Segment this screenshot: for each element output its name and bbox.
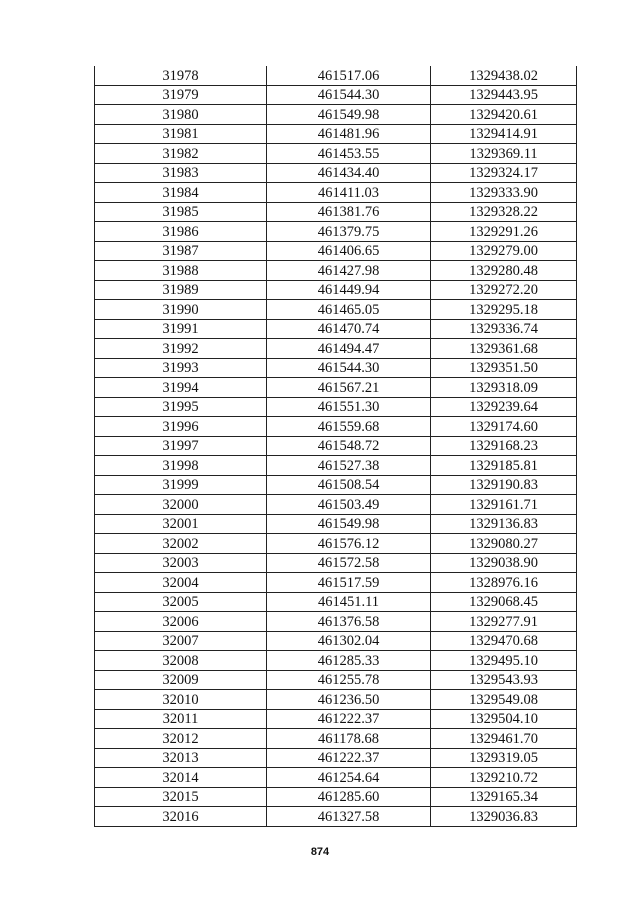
table-row	[95, 261, 577, 281]
x-coordinate-cell: 461302.04	[267, 631, 431, 651]
x-coordinate-cell: 461465.05	[267, 300, 431, 320]
x-coordinate-cell: 461254.64	[267, 768, 431, 788]
table-row	[95, 495, 577, 515]
y-coordinate-cell: 1329414.91	[431, 124, 577, 144]
point-id-cell: 31987	[95, 241, 267, 261]
table-row	[95, 280, 577, 300]
table-row	[95, 222, 577, 242]
y-coordinate-cell: 1329361.68	[431, 339, 577, 359]
coordinates-table	[94, 66, 577, 827]
y-coordinate-cell: 1329161.71	[431, 495, 577, 515]
x-coordinate-cell: 461559.68	[267, 417, 431, 437]
y-coordinate-cell: 1329319.05	[431, 748, 577, 768]
table-row	[95, 85, 577, 105]
y-coordinate-cell: 1329038.90	[431, 553, 577, 573]
table-row	[95, 670, 577, 690]
y-coordinate-cell: 1329328.22	[431, 202, 577, 222]
point-id-cell: 31983	[95, 163, 267, 183]
table-row	[95, 514, 577, 534]
point-id-cell: 32012	[95, 729, 267, 749]
y-coordinate-cell: 1329324.17	[431, 163, 577, 183]
x-coordinate-cell: 461178.68	[267, 729, 431, 749]
point-id-cell: 32013	[95, 748, 267, 768]
x-coordinate-cell: 461544.30	[267, 85, 431, 105]
y-coordinate-cell: 1329549.08	[431, 690, 577, 710]
point-id-cell: 32010	[95, 690, 267, 710]
y-coordinate-cell: 1329351.50	[431, 358, 577, 378]
table-row	[95, 612, 577, 632]
point-id-cell: 32006	[95, 612, 267, 632]
table-row	[95, 163, 577, 183]
x-coordinate-cell: 461508.54	[267, 475, 431, 495]
point-id-cell: 31992	[95, 339, 267, 359]
point-id-cell: 31986	[95, 222, 267, 242]
x-coordinate-cell: 461551.30	[267, 397, 431, 417]
y-coordinate-cell: 1329080.27	[431, 534, 577, 554]
y-coordinate-cell: 1329280.48	[431, 261, 577, 281]
point-id-cell: 31994	[95, 378, 267, 398]
point-id-cell: 32004	[95, 573, 267, 593]
table-row	[95, 397, 577, 417]
table-row	[95, 690, 577, 710]
y-coordinate-cell: 1329272.20	[431, 280, 577, 300]
x-coordinate-cell: 461285.33	[267, 651, 431, 671]
table-row	[95, 807, 577, 827]
point-id-cell: 31991	[95, 319, 267, 339]
point-id-cell: 32000	[95, 495, 267, 515]
table-row	[95, 66, 577, 85]
point-id-cell: 31999	[95, 475, 267, 495]
y-coordinate-cell: 1329543.93	[431, 670, 577, 690]
table-row	[95, 553, 577, 573]
table-row	[95, 768, 577, 788]
y-coordinate-cell: 1329174.60	[431, 417, 577, 437]
table-row	[95, 787, 577, 807]
table-row	[95, 709, 577, 729]
y-coordinate-cell: 1329504.10	[431, 709, 577, 729]
x-coordinate-cell: 461285.60	[267, 787, 431, 807]
table-row	[95, 631, 577, 651]
x-coordinate-cell: 461381.76	[267, 202, 431, 222]
x-coordinate-cell: 461470.74	[267, 319, 431, 339]
y-coordinate-cell: 1329291.26	[431, 222, 577, 242]
point-id-cell: 31981	[95, 124, 267, 144]
y-coordinate-cell: 1329279.00	[431, 241, 577, 261]
y-coordinate-cell: 1329443.95	[431, 85, 577, 105]
x-coordinate-cell: 461517.06	[267, 66, 431, 85]
x-coordinate-cell: 461222.37	[267, 748, 431, 768]
y-coordinate-cell: 1329461.70	[431, 729, 577, 749]
coordinates-table-container	[94, 66, 576, 827]
point-id-cell: 32011	[95, 709, 267, 729]
table-row	[95, 573, 577, 593]
point-id-cell: 31984	[95, 183, 267, 203]
table-row	[95, 144, 577, 164]
point-id-cell: 31990	[95, 300, 267, 320]
point-id-cell: 31988	[95, 261, 267, 281]
table-row	[95, 319, 577, 339]
y-coordinate-cell: 1329318.09	[431, 378, 577, 398]
point-id-cell: 32002	[95, 534, 267, 554]
x-coordinate-cell: 461527.38	[267, 456, 431, 476]
point-id-cell: 31979	[95, 85, 267, 105]
x-coordinate-cell: 461255.78	[267, 670, 431, 690]
y-coordinate-cell: 1329277.91	[431, 612, 577, 632]
point-id-cell: 31982	[95, 144, 267, 164]
point-id-cell: 31989	[95, 280, 267, 300]
x-coordinate-cell: 461548.72	[267, 436, 431, 456]
x-coordinate-cell: 461544.30	[267, 358, 431, 378]
x-coordinate-cell: 461567.21	[267, 378, 431, 398]
page-number: 874	[310, 846, 330, 858]
y-coordinate-cell: 1329068.45	[431, 592, 577, 612]
y-coordinate-cell: 1329036.83	[431, 807, 577, 827]
table-row	[95, 183, 577, 203]
y-coordinate-cell: 1329239.64	[431, 397, 577, 417]
x-coordinate-cell: 461503.49	[267, 495, 431, 515]
y-coordinate-cell: 1329295.18	[431, 300, 577, 320]
table-row	[95, 300, 577, 320]
y-coordinate-cell: 1328976.16	[431, 573, 577, 593]
table-row	[95, 534, 577, 554]
y-coordinate-cell: 1329136.83	[431, 514, 577, 534]
y-coordinate-cell: 1329190.83	[431, 475, 577, 495]
table-row	[95, 124, 577, 144]
point-id-cell: 32008	[95, 651, 267, 671]
point-id-cell: 32016	[95, 807, 267, 827]
table-row	[95, 475, 577, 495]
point-id-cell: 31978	[95, 66, 267, 85]
point-id-cell: 31998	[95, 456, 267, 476]
point-id-cell: 31997	[95, 436, 267, 456]
y-coordinate-cell: 1329470.68	[431, 631, 577, 651]
table-row	[95, 378, 577, 398]
x-coordinate-cell: 461222.37	[267, 709, 431, 729]
table-row	[95, 417, 577, 437]
y-coordinate-cell: 1329336.74	[431, 319, 577, 339]
table-row	[95, 729, 577, 749]
x-coordinate-cell: 461379.75	[267, 222, 431, 242]
y-coordinate-cell: 1329210.72	[431, 768, 577, 788]
point-id-cell: 32003	[95, 553, 267, 573]
table-row	[95, 105, 577, 125]
point-id-cell: 32015	[95, 787, 267, 807]
table-row	[95, 436, 577, 456]
coordinates-table-body	[95, 66, 577, 826]
y-coordinate-cell: 1329438.02	[431, 66, 577, 85]
y-coordinate-cell: 1329165.34	[431, 787, 577, 807]
point-id-cell: 32009	[95, 670, 267, 690]
x-coordinate-cell: 461549.98	[267, 514, 431, 534]
y-coordinate-cell: 1329185.81	[431, 456, 577, 476]
y-coordinate-cell: 1329369.11	[431, 144, 577, 164]
point-id-cell: 31985	[95, 202, 267, 222]
y-coordinate-cell: 1329168.23	[431, 436, 577, 456]
point-id-cell: 31993	[95, 358, 267, 378]
x-coordinate-cell: 461451.11	[267, 592, 431, 612]
x-coordinate-cell: 461406.65	[267, 241, 431, 261]
y-coordinate-cell: 1329420.61	[431, 105, 577, 125]
x-coordinate-cell: 461453.55	[267, 144, 431, 164]
x-coordinate-cell: 461449.94	[267, 280, 431, 300]
point-id-cell: 32007	[95, 631, 267, 651]
x-coordinate-cell: 461434.40	[267, 163, 431, 183]
table-row	[95, 202, 577, 222]
x-coordinate-cell: 461572.58	[267, 553, 431, 573]
y-coordinate-cell: 1329333.90	[431, 183, 577, 203]
table-row	[95, 592, 577, 612]
x-coordinate-cell: 461376.58	[267, 612, 431, 632]
x-coordinate-cell: 461549.98	[267, 105, 431, 125]
point-id-cell: 31996	[95, 417, 267, 437]
x-coordinate-cell: 461481.96	[267, 124, 431, 144]
x-coordinate-cell: 461427.98	[267, 261, 431, 281]
point-id-cell: 32014	[95, 768, 267, 788]
table-row	[95, 241, 577, 261]
x-coordinate-cell: 461327.58	[267, 807, 431, 827]
x-coordinate-cell: 461517.59	[267, 573, 431, 593]
table-row	[95, 651, 577, 671]
x-coordinate-cell: 461411.03	[267, 183, 431, 203]
table-row	[95, 456, 577, 476]
y-coordinate-cell: 1329495.10	[431, 651, 577, 671]
point-id-cell: 31995	[95, 397, 267, 417]
point-id-cell: 32005	[95, 592, 267, 612]
table-row	[95, 358, 577, 378]
table-row	[95, 339, 577, 359]
x-coordinate-cell: 461236.50	[267, 690, 431, 710]
point-id-cell: 32001	[95, 514, 267, 534]
x-coordinate-cell: 461576.12	[267, 534, 431, 554]
table-row	[95, 748, 577, 768]
x-coordinate-cell: 461494.47	[267, 339, 431, 359]
point-id-cell: 31980	[95, 105, 267, 125]
